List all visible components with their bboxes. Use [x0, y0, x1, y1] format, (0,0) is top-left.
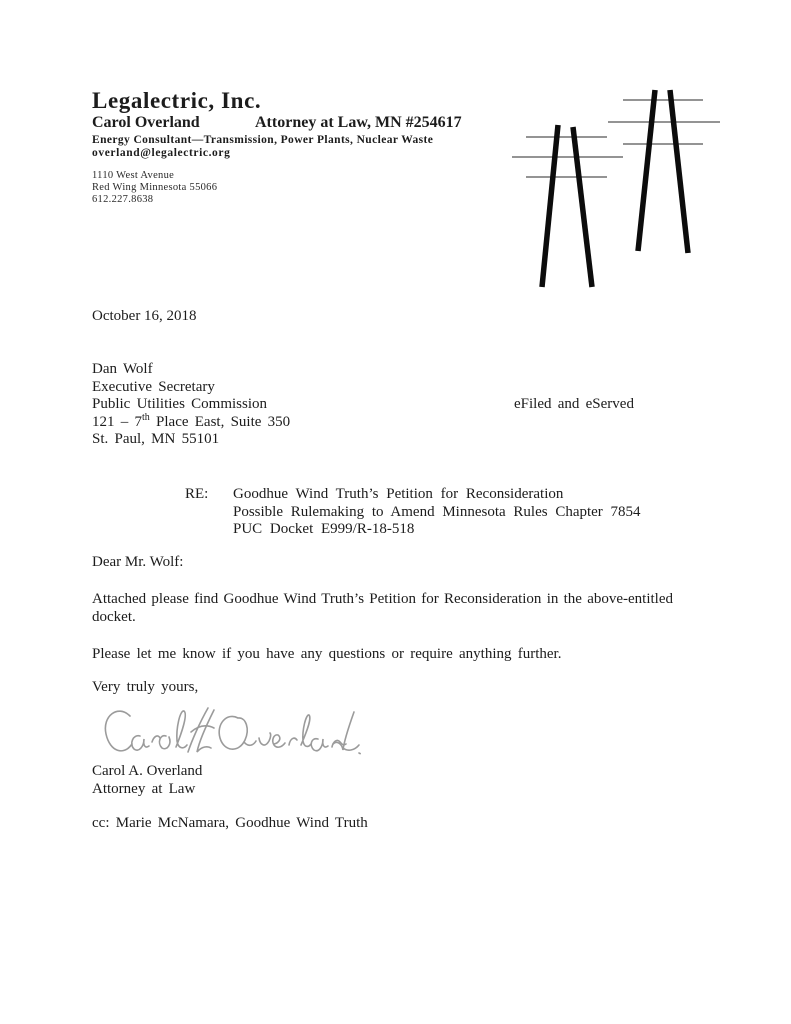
- re-line-2: Possible Rulemaking to Amend Minnesota Rules Chapter 7854: [233, 503, 641, 520]
- re-label: RE:: [185, 486, 209, 502]
- signer-block: [92, 763, 202, 798]
- address-phone: 612.227.8638: [92, 194, 154, 205]
- recipient-street: 121 – 7th Place East, Suite 350: [92, 411, 291, 430]
- re-line-1: Goodhue Wind Truth’s Petition for Reconsideration: [233, 486, 564, 502]
- body-paragraph-1: [92, 591, 673, 626]
- signer-name: Carol A. Overland: [92, 763, 203, 779]
- attorney-name-line: [92, 114, 462, 132]
- body-paragraph-1-line-1: Attached please find Goodhue Wind Truth’s Petition for Reconsideration in the above-entitled: [92, 591, 673, 607]
- transmission-towers-icon: [500, 85, 732, 297]
- letterhead-address: [92, 170, 462, 206]
- re-block: [233, 486, 641, 539]
- company-name: Legalectric, Inc.: [92, 88, 262, 113]
- re-line-3: PUC Docket E999/R-18-518: [233, 521, 415, 537]
- address-street: 1110 West Avenue: [92, 170, 175, 181]
- recipient-org: Public Utilities Commission: [92, 396, 268, 412]
- body-paragraph-1-line-2: docket.: [92, 608, 136, 625]
- recipient-title: Executive Secretary: [92, 378, 215, 395]
- letterhead-tagline: Energy Consultant—Transmission, Power Plants, Nuclear Waste: [92, 134, 434, 146]
- address-city: Red Wing Minnesota 55066: [92, 182, 218, 193]
- letterhead-email: overland@legalectric.org: [92, 147, 231, 159]
- closing: Very truly yours,: [92, 679, 199, 695]
- cc-line: cc: Marie McNamara, Goodhue Wind Truth: [92, 815, 368, 831]
- signer-title: Attorney at Law: [92, 780, 196, 797]
- attorney-credentials: Attorney at Law, MN #254617: [255, 114, 462, 131]
- attorney-name: Carol Overland: [92, 114, 200, 131]
- letterhead: [92, 88, 462, 206]
- ordinal-superscript: th: [142, 411, 150, 423]
- signature-icon: [96, 700, 364, 766]
- efiled-note: eFiled and eServed: [514, 396, 634, 412]
- letter-date: October 16, 2018: [92, 308, 197, 324]
- salutation: Dear Mr. Wolf:: [92, 554, 184, 570]
- recipient-city: St. Paul, MN 55101: [92, 431, 220, 447]
- recipient-name: Dan Wolf: [92, 361, 153, 377]
- recipient-block: [92, 361, 290, 449]
- body-paragraph-2: Please let me know if you have any questions or require anything further.: [92, 646, 562, 662]
